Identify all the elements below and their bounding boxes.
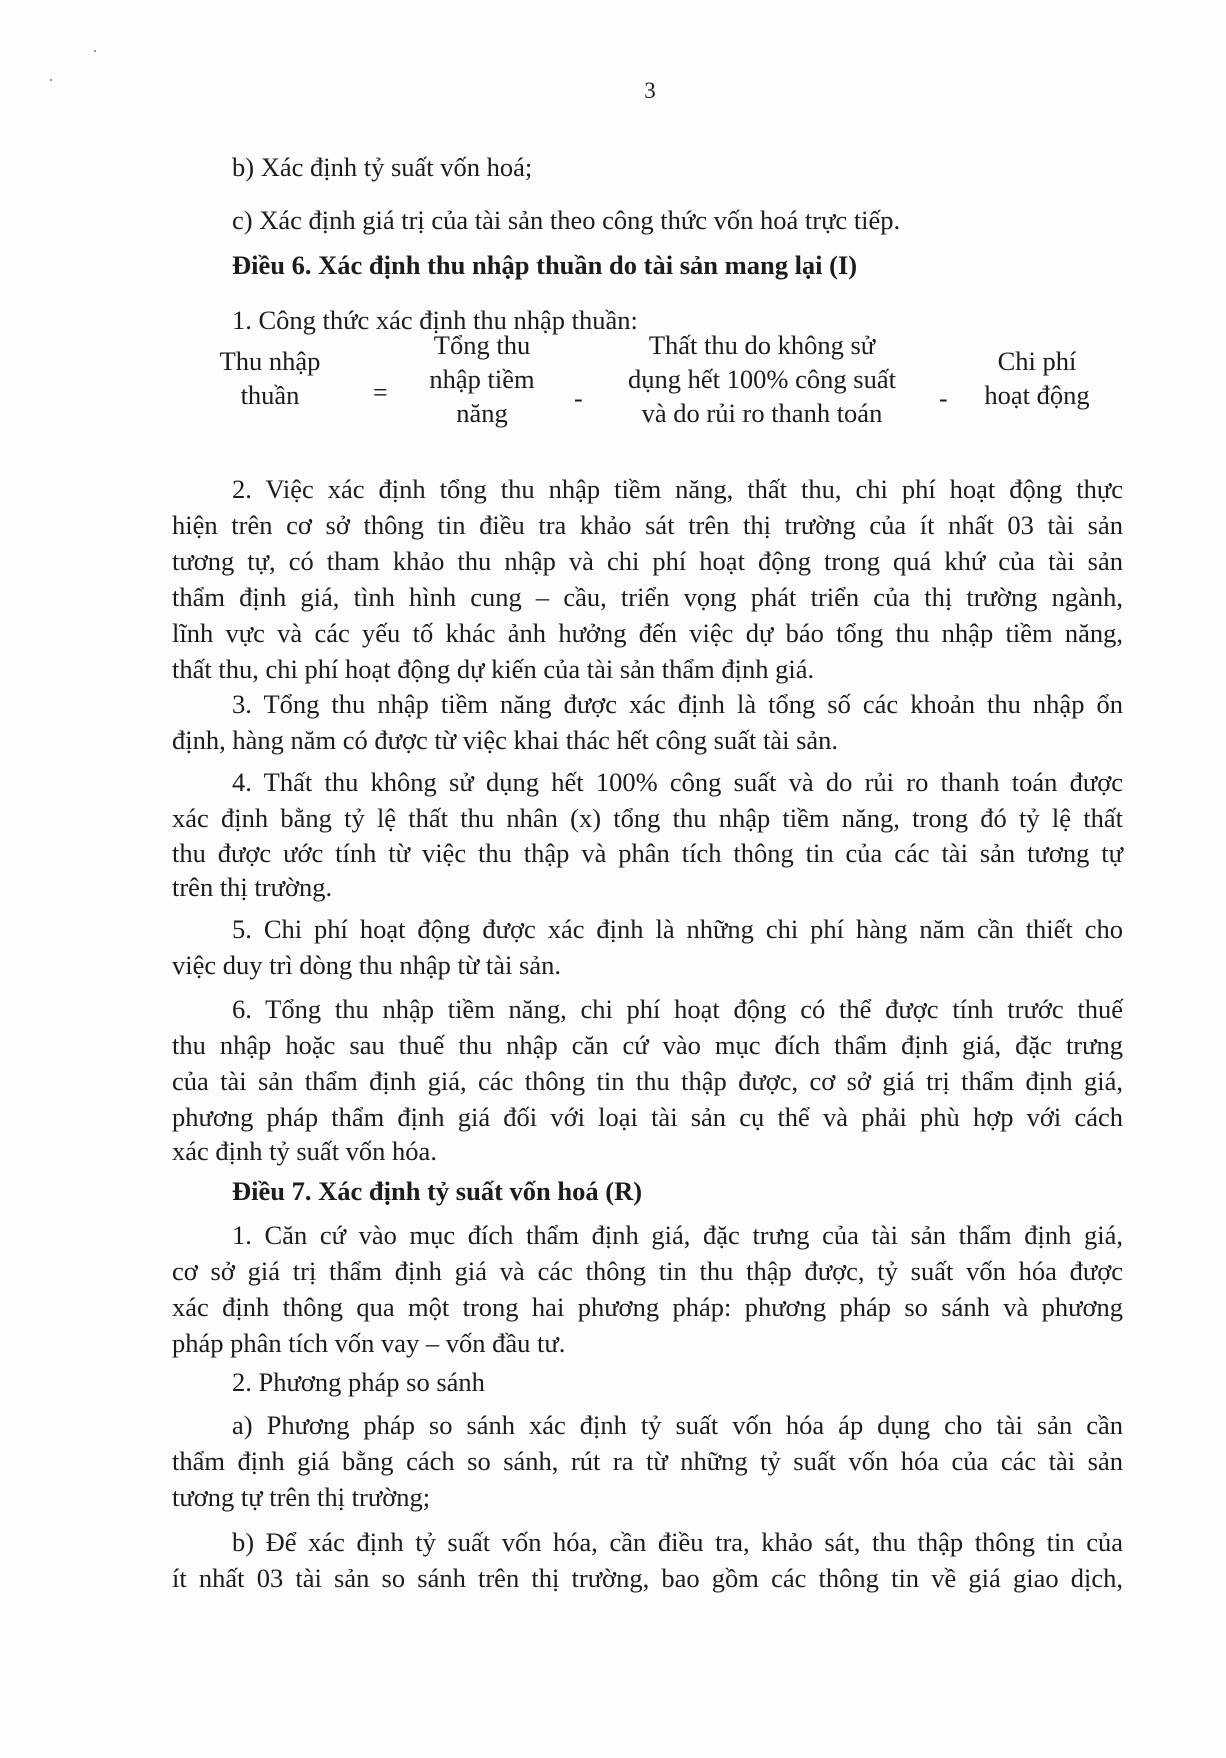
formula-minus: - — [574, 384, 583, 413]
formula-result — [200, 344, 340, 412]
scan-speck — [50, 79, 52, 81]
formula-text: Tổng thu — [433, 330, 531, 360]
paragraph-line: cơ sở giá trị thẩm định giá và các thông tin thu thập được, tỷ suất vốn hóa được — [172, 1256, 1123, 1286]
paragraph-line: b) Để xác định tỷ suất vốn hóa, cần điều tra, khảo sát, thu thập thông tin của — [232, 1527, 1123, 1557]
formula-text: thuần — [240, 380, 300, 410]
formula-term-operating-cost — [972, 344, 1102, 412]
paragraph-line: 2. Việc xác định tổng thu nhập tiềm năng, thất thu, chi phí hoạt động thực — [232, 474, 1123, 504]
paragraph-line: tương tự, có tham khảo thu nhập và chi phí hoạt động trong quá khứ của tài sản — [172, 546, 1123, 576]
paragraph-line: trên thị trường. — [172, 872, 333, 902]
paragraph-line: thất thu, chi phí hoạt động dự kiến của tài sản thẩm định giá. — [172, 654, 815, 684]
paragraph-line: a) Phương pháp so sánh xác định tỷ suất vốn hóa áp dụng cho tài sản cần — [232, 1410, 1123, 1440]
formula-term-potential-income — [412, 328, 552, 430]
paragraph-line: 1. Căn cứ vào mục đích thẩm định giá, đặc trưng của tài sản thẩm định giá, — [232, 1220, 1123, 1250]
paragraph-line: phương pháp thẩm định giá đối với loại tài sản cụ thể và phải phù hợp với cách — [172, 1102, 1123, 1132]
paragraph-line: lĩnh vực và các yếu tố khác ảnh hưởng đến việc dự báo tổng thu nhập tiềm năng, — [172, 618, 1123, 648]
formula-text: Chi phí — [997, 346, 1077, 376]
item-b: b) Xác định tỷ suất vốn hoá; — [232, 152, 533, 182]
paragraph-line: hiện trên cơ sở thông tin điều tra khảo sát trên thị trường của ít nhất 03 tài sản — [172, 510, 1123, 540]
paragraph-line: xác định thông qua một trong hai phương pháp: phương pháp so sánh và phương — [172, 1292, 1123, 1322]
paragraph-line: thu nhập hoặc sau thuế thu nhập căn cứ vào mục đích thẩm định giá, đặc trưng — [172, 1030, 1123, 1060]
formula-text: Thu nhập — [219, 346, 321, 376]
paragraph-line: tương tự trên thị trường; — [172, 1482, 431, 1512]
paragraph-line: 4. Thất thu không sử dụng hết 100% công suất và do rủi ro thanh toán được — [232, 767, 1123, 797]
formula-text: hoạt động — [984, 380, 1090, 410]
paragraph-line: ít nhất 03 tài sản so sánh trên thị trường, bao gồm các thông tin về giá giao dịch, — [172, 1563, 1123, 1593]
article-6-heading: Điều 6. Xác định thu nhập thuần do tài sản mang lại (I) — [232, 250, 858, 280]
scan-speck — [94, 50, 96, 52]
paragraph-line: xác định tỷ suất vốn hóa. — [172, 1136, 437, 1166]
paragraph-line: của tài sản thẩm định giá, các thông tin thu thập được, cơ sở giá trị thẩm định giá, — [172, 1066, 1123, 1096]
paragraph-line: việc duy trì dòng thu nhập từ tài sản. — [172, 950, 561, 980]
formula-text: và do rủi ro thanh toán — [641, 398, 883, 428]
formula-text: dụng hết 100% công suất — [628, 364, 896, 394]
paragraph-line: 6. Tổng thu nhập tiềm năng, chi phí hoạt động có thể được tính trước thuế — [232, 994, 1123, 1024]
article-7-heading: Điều 7. Xác định tỷ suất vốn hoá (R) — [232, 1176, 643, 1206]
formula-text: nhập tiềm — [429, 364, 535, 394]
paragraph-line: xác định bằng tỷ lệ thất thu nhân (x) tổng thu nhập tiềm năng, trong đó tỷ lệ thất — [172, 803, 1123, 833]
item-c: c) Xác định giá trị của tài sản theo công thức vốn hoá trực tiếp. — [232, 205, 901, 235]
paragraph-line: pháp phân tích vốn vay – vốn đầu tư. — [172, 1328, 566, 1358]
paragraph-line: định, hàng năm có được từ việc khai thác hết công suất tài sản. — [172, 725, 839, 755]
formula-equals: = — [373, 378, 388, 407]
paragraph-line: 5. Chi phí hoạt động được xác định là những chi phí hàng năm cần thiết cho — [232, 914, 1123, 944]
paragraph-line: thẩm định giá, tình hình cung – cầu, triển vọng phát triển của thị trường ngành, — [172, 582, 1123, 612]
paragraph-line: thẩm định giá bằng cách so sánh, rút ra từ những tỷ suất vốn hóa của các tài sản — [172, 1446, 1123, 1476]
subsection-heading: 2. Phương pháp so sánh — [232, 1367, 485, 1397]
formula-text: năng — [456, 398, 508, 428]
formula-minus: - — [939, 384, 948, 413]
paragraph-line: 3. Tổng thu nhập tiềm năng được xác định là tổng số các khoản thu nhập ổn — [232, 689, 1123, 719]
paragraph-line: thu được ước tính từ việc thu thập và phân tích thông tin của các tài sản tương tự — [172, 838, 1123, 868]
page-number: 3 — [644, 78, 656, 103]
formula-text: Thất thu do không sử — [648, 330, 876, 360]
article-6-p1: 1. Công thức xác định thu nhập thuần: — [232, 305, 638, 335]
net-income-formula — [0, 330, 1226, 450]
formula-term-losses — [607, 328, 917, 430]
